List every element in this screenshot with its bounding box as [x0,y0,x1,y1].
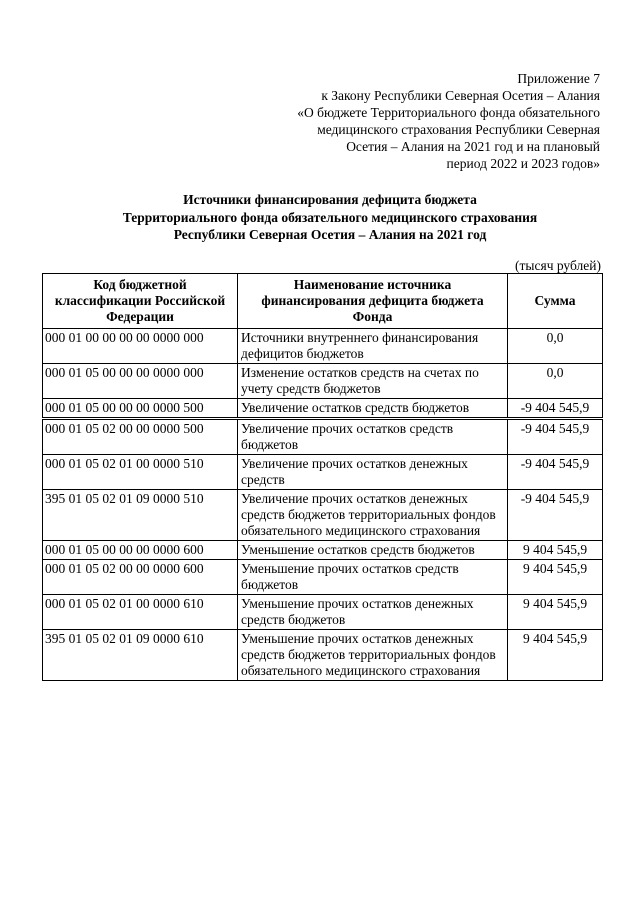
row-sum: 0,0 [508,329,603,364]
row-name: Увеличение остатков средств бюджетов [238,399,508,419]
row-code: 000 01 05 02 00 00 0000 600 [43,560,238,595]
header-sum: Сумма [508,274,603,329]
row-code: 000 01 05 02 00 00 0000 500 [43,419,238,455]
row-code: 000 01 05 00 00 00 0000 500 [43,399,238,419]
row-sum: -9 404 545,9 [508,399,603,419]
table-row [43,329,603,364]
row-code: 000 01 05 00 00 00 0000 600 [43,541,238,560]
header-name: Наименование источника финансирования дефицита бюджета Фонда [238,274,508,329]
sources-table [42,273,603,681]
table-row [43,455,603,490]
table-row [43,364,603,399]
row-name: Увеличение прочих остатков средств бюджетов [238,419,508,455]
row-sum: 9 404 545,9 [508,541,603,560]
appendix-line: медицинского страхования Республики Северная [317,122,600,137]
row-sum: -9 404 545,9 [508,455,603,490]
row-name: Уменьшение прочих остатков средств бюджетов [238,560,508,595]
row-sum: 9 404 545,9 [508,630,603,681]
row-code: 395 01 05 02 01 09 0000 610 [43,630,238,681]
row-name: Увеличение прочих остатков денежных средств бюджетов территориальных фондов обязательного медицинского страхования [238,490,508,541]
title-line: Территориального фонда обязательного медицинского страхования [122,209,538,225]
title-line: Источники финансирования дефицита бюджета [183,192,477,207]
row-name: Изменение остатков средств на счетах по учету средств бюджетов [238,364,508,399]
table-row [43,419,603,455]
title-line: Республики Северная Осетия – Алания на 2021 год [173,227,487,242]
row-name: Уменьшение остатков средств бюджетов [238,541,508,560]
appendix-line: Приложение 7 [517,71,600,86]
appendix-line: период 2022 и 2023 годов» [446,156,600,171]
row-sum: 0,0 [508,364,603,399]
table-row [43,490,603,541]
appendix-line: Осетия – Алания на 2021 год и на плановый [346,139,600,154]
row-name: Уменьшение прочих остатков денежных средств бюджетов [238,595,508,630]
table-row [43,595,603,630]
row-name: Увеличение прочих остатков денежных средств [238,455,508,490]
row-sum: -9 404 545,9 [508,490,603,541]
row-code: 000 01 05 02 01 00 0000 510 [43,455,238,490]
row-code: 000 01 05 02 01 00 0000 610 [43,595,238,630]
header-code: Код бюджетной классификации Российской Федерации [43,274,238,329]
row-name: Источники внутреннего финансирования дефицитов бюджетов [238,329,508,364]
row-sum: 9 404 545,9 [508,595,603,630]
row-sum: -9 404 545,9 [508,419,603,455]
row-name: Уменьшение прочих остатков денежных средств бюджетов территориальных фондов обязательного медицинского страхования [238,630,508,681]
row-code: 000 01 00 00 00 00 0000 000 [43,329,238,364]
row-code: 395 01 05 02 01 09 0000 510 [43,490,238,541]
table-row [43,399,603,419]
appendix-note [200,70,600,172]
appendix-line: к Закону Республики Северная Осетия – Алания [321,88,600,103]
table-row [43,630,603,681]
row-code: 000 01 05 00 00 00 0000 000 [43,364,238,399]
units-label: (тысяч рублей) [515,258,601,273]
document-title [40,191,620,244]
table-row [43,541,603,560]
row-sum: 9 404 545,9 [508,560,603,595]
table-header-row [43,274,603,329]
table-row [43,560,603,595]
appendix-line: «О бюджете Территориального фонда обязательного [297,105,600,120]
